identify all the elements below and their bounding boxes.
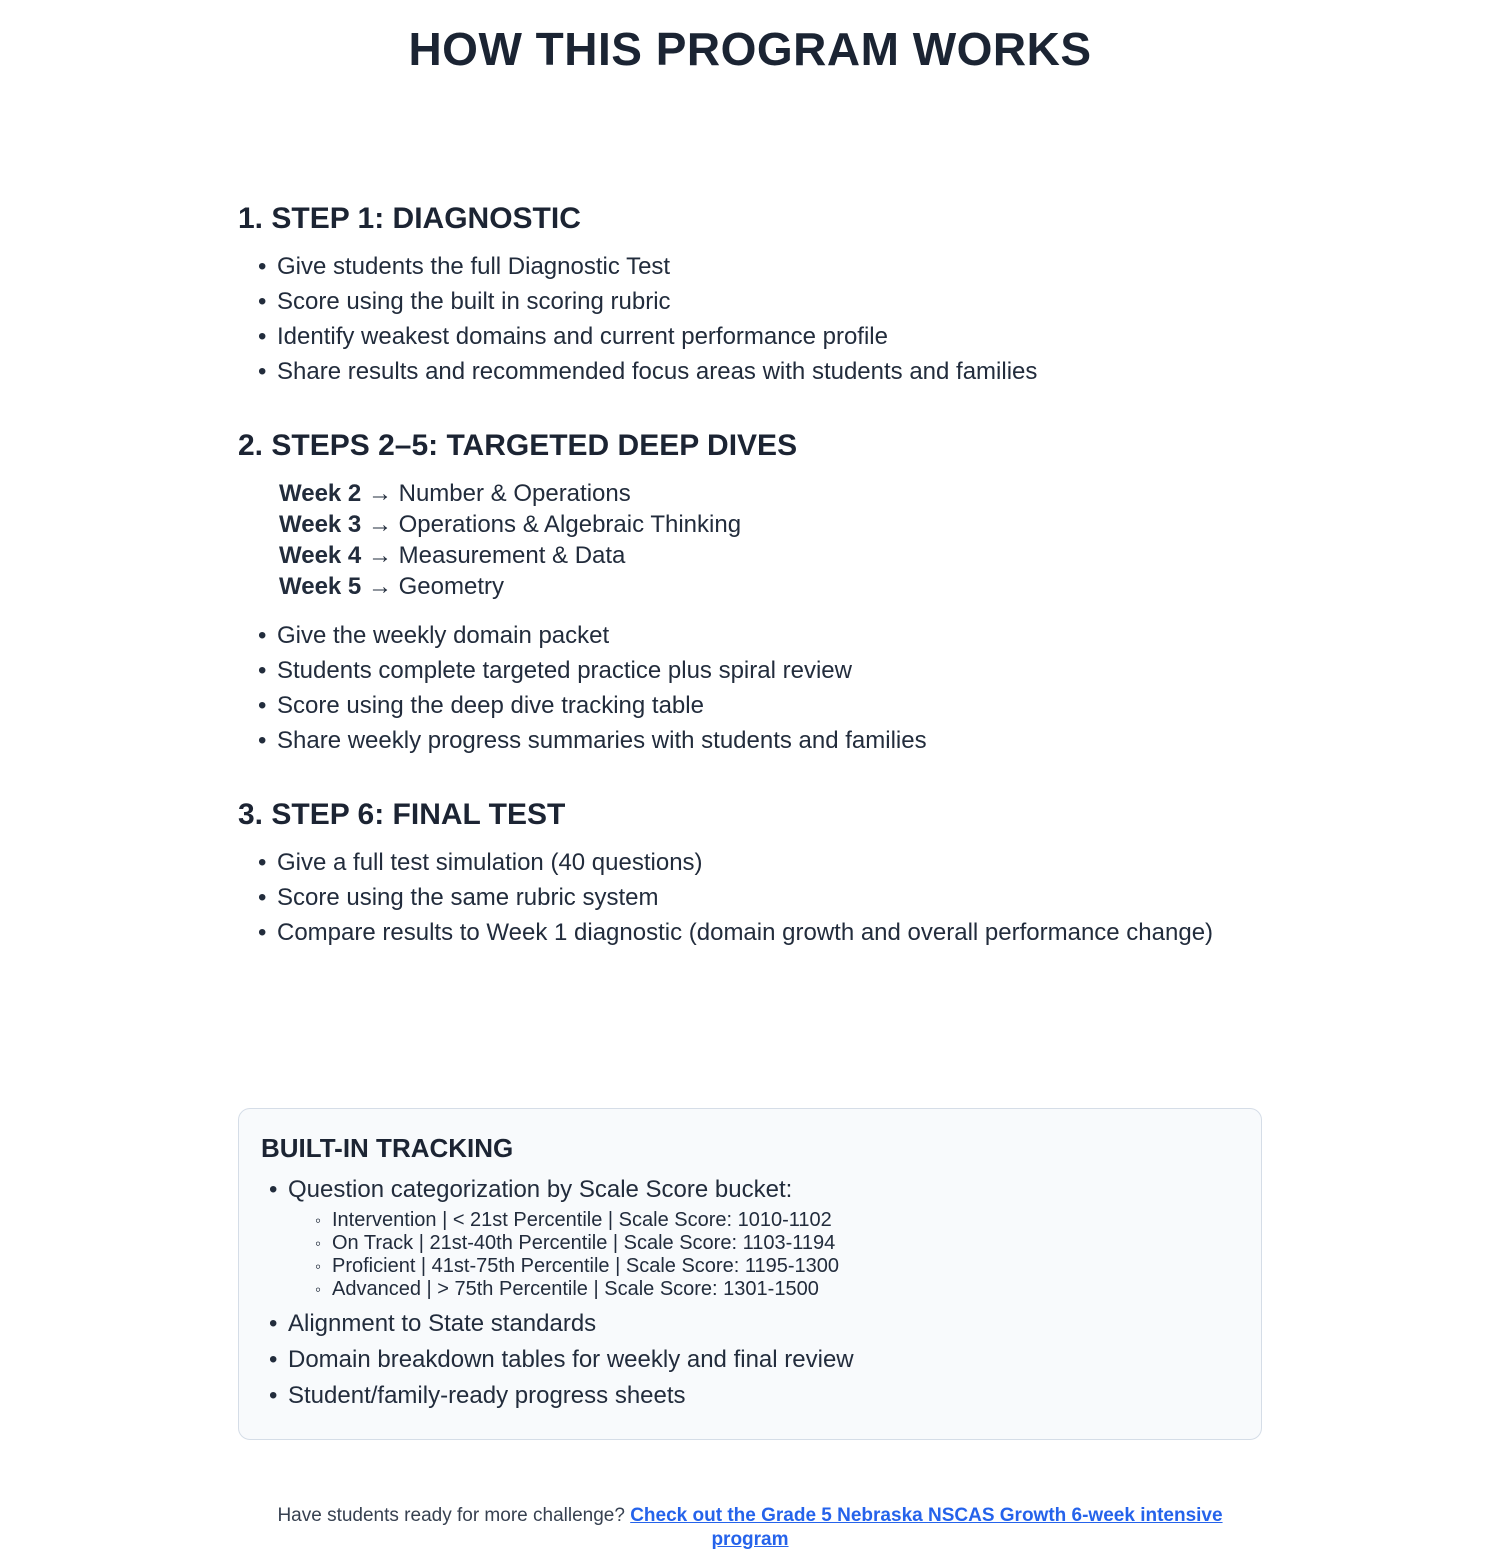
list-item: • Domain breakdown tables for weekly and final review (269, 1345, 1235, 1375)
week-mapping-list (279, 478, 1262, 602)
section-3-bullet-list (238, 845, 1262, 950)
list-item: • Students complete targeted practice plus spiral review (258, 653, 1262, 688)
list-item: • Give students the full Diagnostic Test (258, 249, 1262, 284)
footer-prompt-text: Have students ready for more challenge? (277, 1505, 625, 1526)
week-topic: Geometry (398, 573, 504, 600)
week-label: Week 4 (279, 542, 362, 569)
week-mapping-row (279, 571, 1262, 602)
section-step-1-diagnostic (238, 202, 1262, 389)
section-number: 1. (238, 202, 264, 235)
scale-score-bucket-item: ◦ On Track | 21st-40th Percentile | Scale Score: 1103-1194 (315, 1232, 1235, 1255)
section-heading (238, 429, 1262, 463)
list-item: • Score using the same rubric system (258, 880, 1262, 915)
list-item: • Student/family-ready progress sheets (269, 1381, 1235, 1411)
section-number: 2. (238, 429, 264, 462)
scale-score-bucket-item: ◦ Proficient | 41st-75th Percentile | Scale Score: 1195-1300 (315, 1255, 1235, 1278)
list-item: • Identify weakest domains and current performance profile (258, 319, 1262, 354)
scale-score-bucket-list (315, 1209, 1235, 1301)
week-mapping-row (279, 478, 1262, 509)
built-in-tracking-box (238, 1108, 1262, 1440)
section-heading-text: STEP 1: DIAGNOSTIC (271, 202, 581, 235)
list-item: • Score using the built in scoring rubric (258, 284, 1262, 319)
section-2-bullet-list (238, 618, 1262, 758)
week-topic: Number & Operations (398, 480, 631, 507)
week-label: Week 2 (279, 480, 362, 507)
arrow-right-icon: → (367, 542, 392, 569)
list-item: • Share results and recommended focus areas with students and families (258, 354, 1262, 389)
list-item: • Share weekly progress summaries with students and families (258, 723, 1262, 758)
tracking-bullet-list (261, 1175, 1235, 1411)
tracking-intro-bullet: Question categorization by Scale Score bucket: (288, 1176, 793, 1203)
week-mapping-row (279, 509, 1262, 540)
section-step-6-final-test (238, 798, 1262, 950)
footer-program-link[interactable]: Check out the Grade 5 Nebraska NSCAS Growth 6-week intensive program (630, 1505, 1223, 1550)
list-item: • Give a full test simulation (40 questions) (258, 845, 1262, 880)
list-item: • Compare results to Week 1 diagnostic (domain growth and overall performance change) (258, 915, 1262, 950)
list-item: • Score using the deep dive tracking table (258, 688, 1262, 723)
week-label: Week 5 (279, 573, 362, 600)
tracking-box-heading: BUILT-IN TRACKING (261, 1133, 514, 1163)
section-heading (238, 798, 1262, 832)
footer (238, 1504, 1262, 1552)
section-heading (238, 202, 1262, 236)
section-1-bullet-list (238, 249, 1262, 389)
list-item: • Alignment to State standards (269, 1309, 1235, 1339)
document-page (0, 22, 1500, 1550)
list-item (269, 1175, 1235, 1301)
scale-score-bucket-item: ◦ Intervention | < 21st Percentile | Scale Score: 1010-1102 (315, 1209, 1235, 1232)
week-label: Week 3 (279, 511, 362, 538)
main-content (238, 202, 1262, 1552)
page-title: HOW THIS PROGRAM WORKS (408, 23, 1092, 75)
arrow-right-icon: → (367, 511, 392, 538)
arrow-right-icon: → (367, 573, 392, 600)
week-topic: Measurement & Data (398, 542, 626, 569)
section-heading-text: STEP 6: FINAL TEST (271, 798, 566, 831)
section-number: 3. (238, 798, 264, 831)
scale-score-bucket-item: ◦ Advanced | > 75th Percentile | Scale Score: 1301-1500 (315, 1278, 1235, 1301)
week-topic: Operations & Algebraic Thinking (398, 511, 742, 538)
section-steps-2-5-deep-dives (238, 429, 1262, 758)
week-mapping-row (279, 540, 1262, 571)
section-heading-text: STEPS 2–5: TARGETED DEEP DIVES (271, 429, 798, 462)
arrow-right-icon: → (367, 480, 392, 507)
list-item: • Give the weekly domain packet (258, 618, 1262, 653)
